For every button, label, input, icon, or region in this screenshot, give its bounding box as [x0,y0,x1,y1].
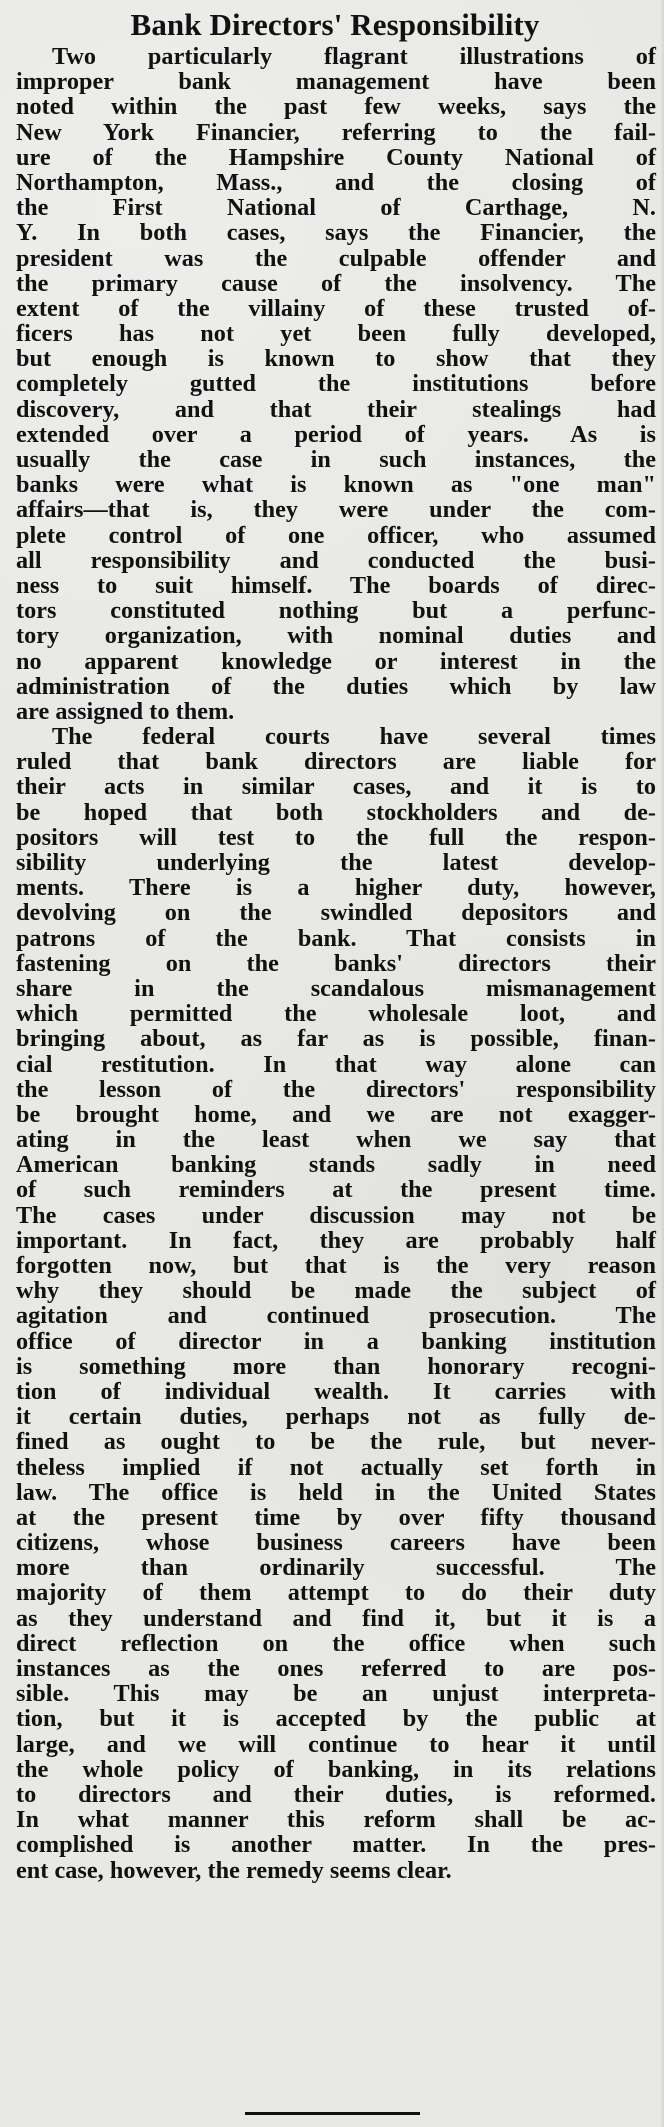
paragraph-line: the lesson of the directors' responsibility [16,1075,656,1103]
paragraph-line: noted within the past few weeks, says the [16,93,656,121]
paragraph-line: extended over a period of years. As is [16,420,656,448]
paragraph-line: bringing about, as far as is possible, finan- [16,1025,656,1053]
paragraph-line: patrons of the bank. That consists in [16,924,656,952]
paragraph-line: ruled that bank directors are liable for [16,748,656,776]
paragraph-line: discovery, and that their stealings had [16,395,656,423]
paragraph-2 [16,724,656,1883]
paragraph-line: In what manner this reform shall be ac- [16,1806,656,1834]
paragraph-line: Northampton, Mass., and the closing of [16,168,656,196]
paragraph-line: but enough is known to show that they [16,345,656,373]
paragraph-line: all responsibility and conducted the busi- [16,546,656,574]
paragraph-line: ficers has not yet been fully developed, [16,320,656,348]
paragraph-line: the primary cause of the insolvency. The [16,269,656,297]
paragraph-line: positors will test to the full the respon- [16,823,656,851]
paragraph-line: important. In fact, they are probably half [16,1226,656,1254]
paragraph-line: tory organization, with nominal duties and [16,622,656,650]
paragraph-line: theless implied if not actually set forth in [16,1453,656,1481]
paragraph-line: ure of the Hampshire County National of [16,143,656,171]
paragraph-line: the whole policy of banking, in its relations [16,1755,656,1783]
paragraph-line: be brought home, and we are not exagger- [16,1100,656,1128]
paragraph-line: direct reflection on the office when such [16,1629,656,1657]
paragraph-line: New York Financier, referring to the fail- [16,118,656,146]
paragraph-line: share in the scandalous mismanagement [16,974,656,1002]
paragraph-line: usually the case in such instances, the [16,446,656,473]
paragraph-line: devolving on the swindled depositors and [16,899,656,927]
paragraph-line: it certain duties, perhaps not as fully de- [16,1403,656,1431]
paragraph-line: instances as the ones referred to are pos- [16,1655,656,1682]
scan-edge-shadow [660,0,664,2127]
bottom-divider [245,2112,420,2115]
paragraph-line: as they understand and find it, but it is a [16,1604,656,1632]
paragraph-line: forgotten now, but that is the very reason [16,1252,656,1279]
paragraph-line: why they should be made the subject of [16,1277,656,1305]
paragraph-line: ments. There is a higher duty, however, [16,874,656,902]
paragraph-line: citizens, whose business careers have been [16,1529,656,1557]
paragraph-line: Two particularly flagrant illustrations of [52,43,656,70]
paragraph-line: agitation and continued prosecution. The [16,1302,656,1330]
paragraph-line: their acts in similar cases, and it is to [16,773,656,801]
paragraph-line: complished is another matter. In the pres- [16,1831,656,1859]
paragraph-line: The cases under discussion may not be [16,1201,656,1229]
paragraph-line: administration of the duties which by law [16,672,656,700]
paragraph-line: ent case, however, the remedy seems clear. [16,1856,452,1884]
paragraph-line: be hoped that both stockholders and de- [16,798,656,826]
paragraph-line: of such reminders at the present time. [16,1176,656,1204]
paragraph-line: the First National of Carthage, N. [16,194,656,222]
paragraph-line: president was the culpable offender and [16,244,656,272]
paragraph-line: majority of them attempt to do their duty [16,1579,656,1607]
paragraph-line: ness to suit himself. The boards of direc- [16,571,656,599]
paragraph-line: cial restitution. In that way alone can [16,1050,656,1078]
paragraph-line: Y. In both cases, says the Financier, the [16,219,656,247]
paragraph-line: fined as ought to be the rule, but never- [16,1428,656,1456]
paragraph-line: tion of individual wealth. It carries with [16,1377,656,1405]
paragraph-line: law. The office is held in the United States [16,1478,656,1506]
paragraph-line: extent of the villainy of these trusted of- [16,294,656,322]
paragraph-line: which permitted the wholesale loot, and [16,1000,656,1028]
paragraph-line: completely gutted the institutions before [16,370,656,398]
paragraph-line: The federal courts have several times [52,723,656,751]
paragraph-line: sible. This may be an unjust interpreta- [16,1680,656,1708]
paragraph-line: are assigned to them. [16,697,235,725]
paragraph-line: tion, but it is accepted by the public at [16,1705,656,1733]
paragraph-line: American banking stands sadly in need [16,1151,656,1179]
paragraph-line: banks were what is known as "one man" [16,471,656,499]
article-body [16,44,656,1883]
paragraph-line: fastening on the banks' directors their [16,949,656,977]
paragraph-line: large, and we will continue to hear it until [16,1730,656,1758]
paragraph-line: improper bank management have been [16,68,656,96]
article-headline: Bank Directors' Responsibility [130,7,540,42]
paragraph-line: to directors and their duties, is reformed. [16,1780,656,1808]
paragraph-line: more than ordinarily successful. The [16,1554,656,1582]
paragraph-line: plete control of one officer, who assumed [16,521,656,549]
paragraph-line: no apparent knowledge or interest in the [16,647,656,675]
paragraph-line: tors constituted nothing but a perfunc- [16,597,656,625]
paragraph-line: ating in the least when we say that [16,1126,656,1154]
paragraph-line: affairs—that is, they were under the com- [16,496,656,524]
paragraph-1 [16,44,656,724]
paragraph-line: at the present time by over fifty thousand [16,1503,656,1531]
paragraph-line: office of director in a banking institution [16,1327,656,1355]
paragraph-line: sibility underlying the latest develop- [16,849,656,876]
paragraph-line: is something more than honorary recogni- [16,1352,656,1380]
